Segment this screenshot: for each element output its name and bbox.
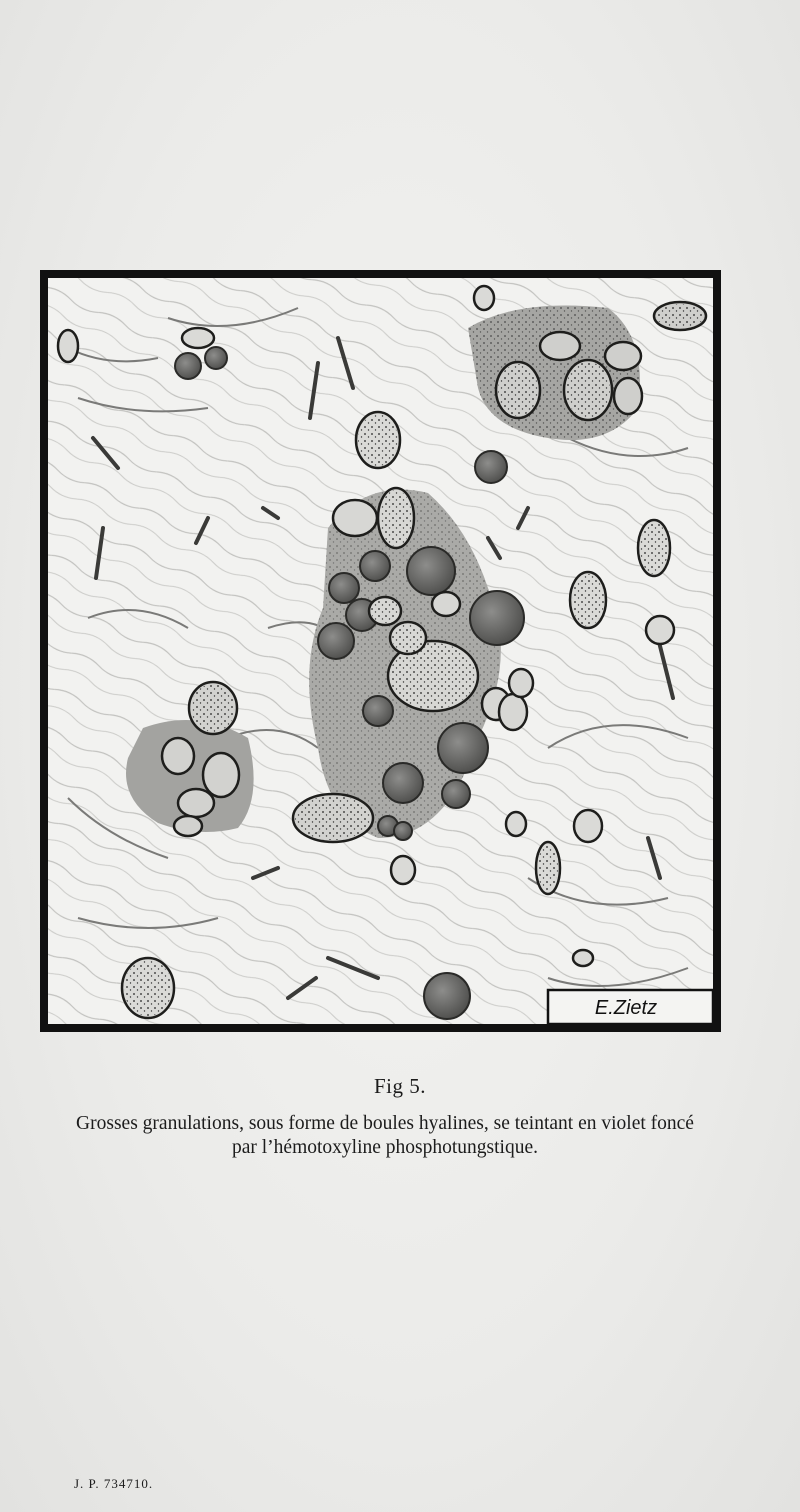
figure-caption — [50, 1112, 720, 1160]
footer-reference: J. P. 734710. — [74, 1476, 154, 1491]
caption-line-1: Grosses granulations, sous forme de boules hyalines, se teintant en violet foncé — [76, 1113, 694, 1134]
artist-signature: E.Zietz — [594, 997, 658, 1019]
figure-label: Fig 5. — [373, 1074, 426, 1098]
figure-plate — [40, 270, 721, 1032]
histology-illustration — [48, 278, 713, 1024]
caption-line-2: par l’hémotoxyline phosphotungstique. — [231, 1137, 538, 1158]
